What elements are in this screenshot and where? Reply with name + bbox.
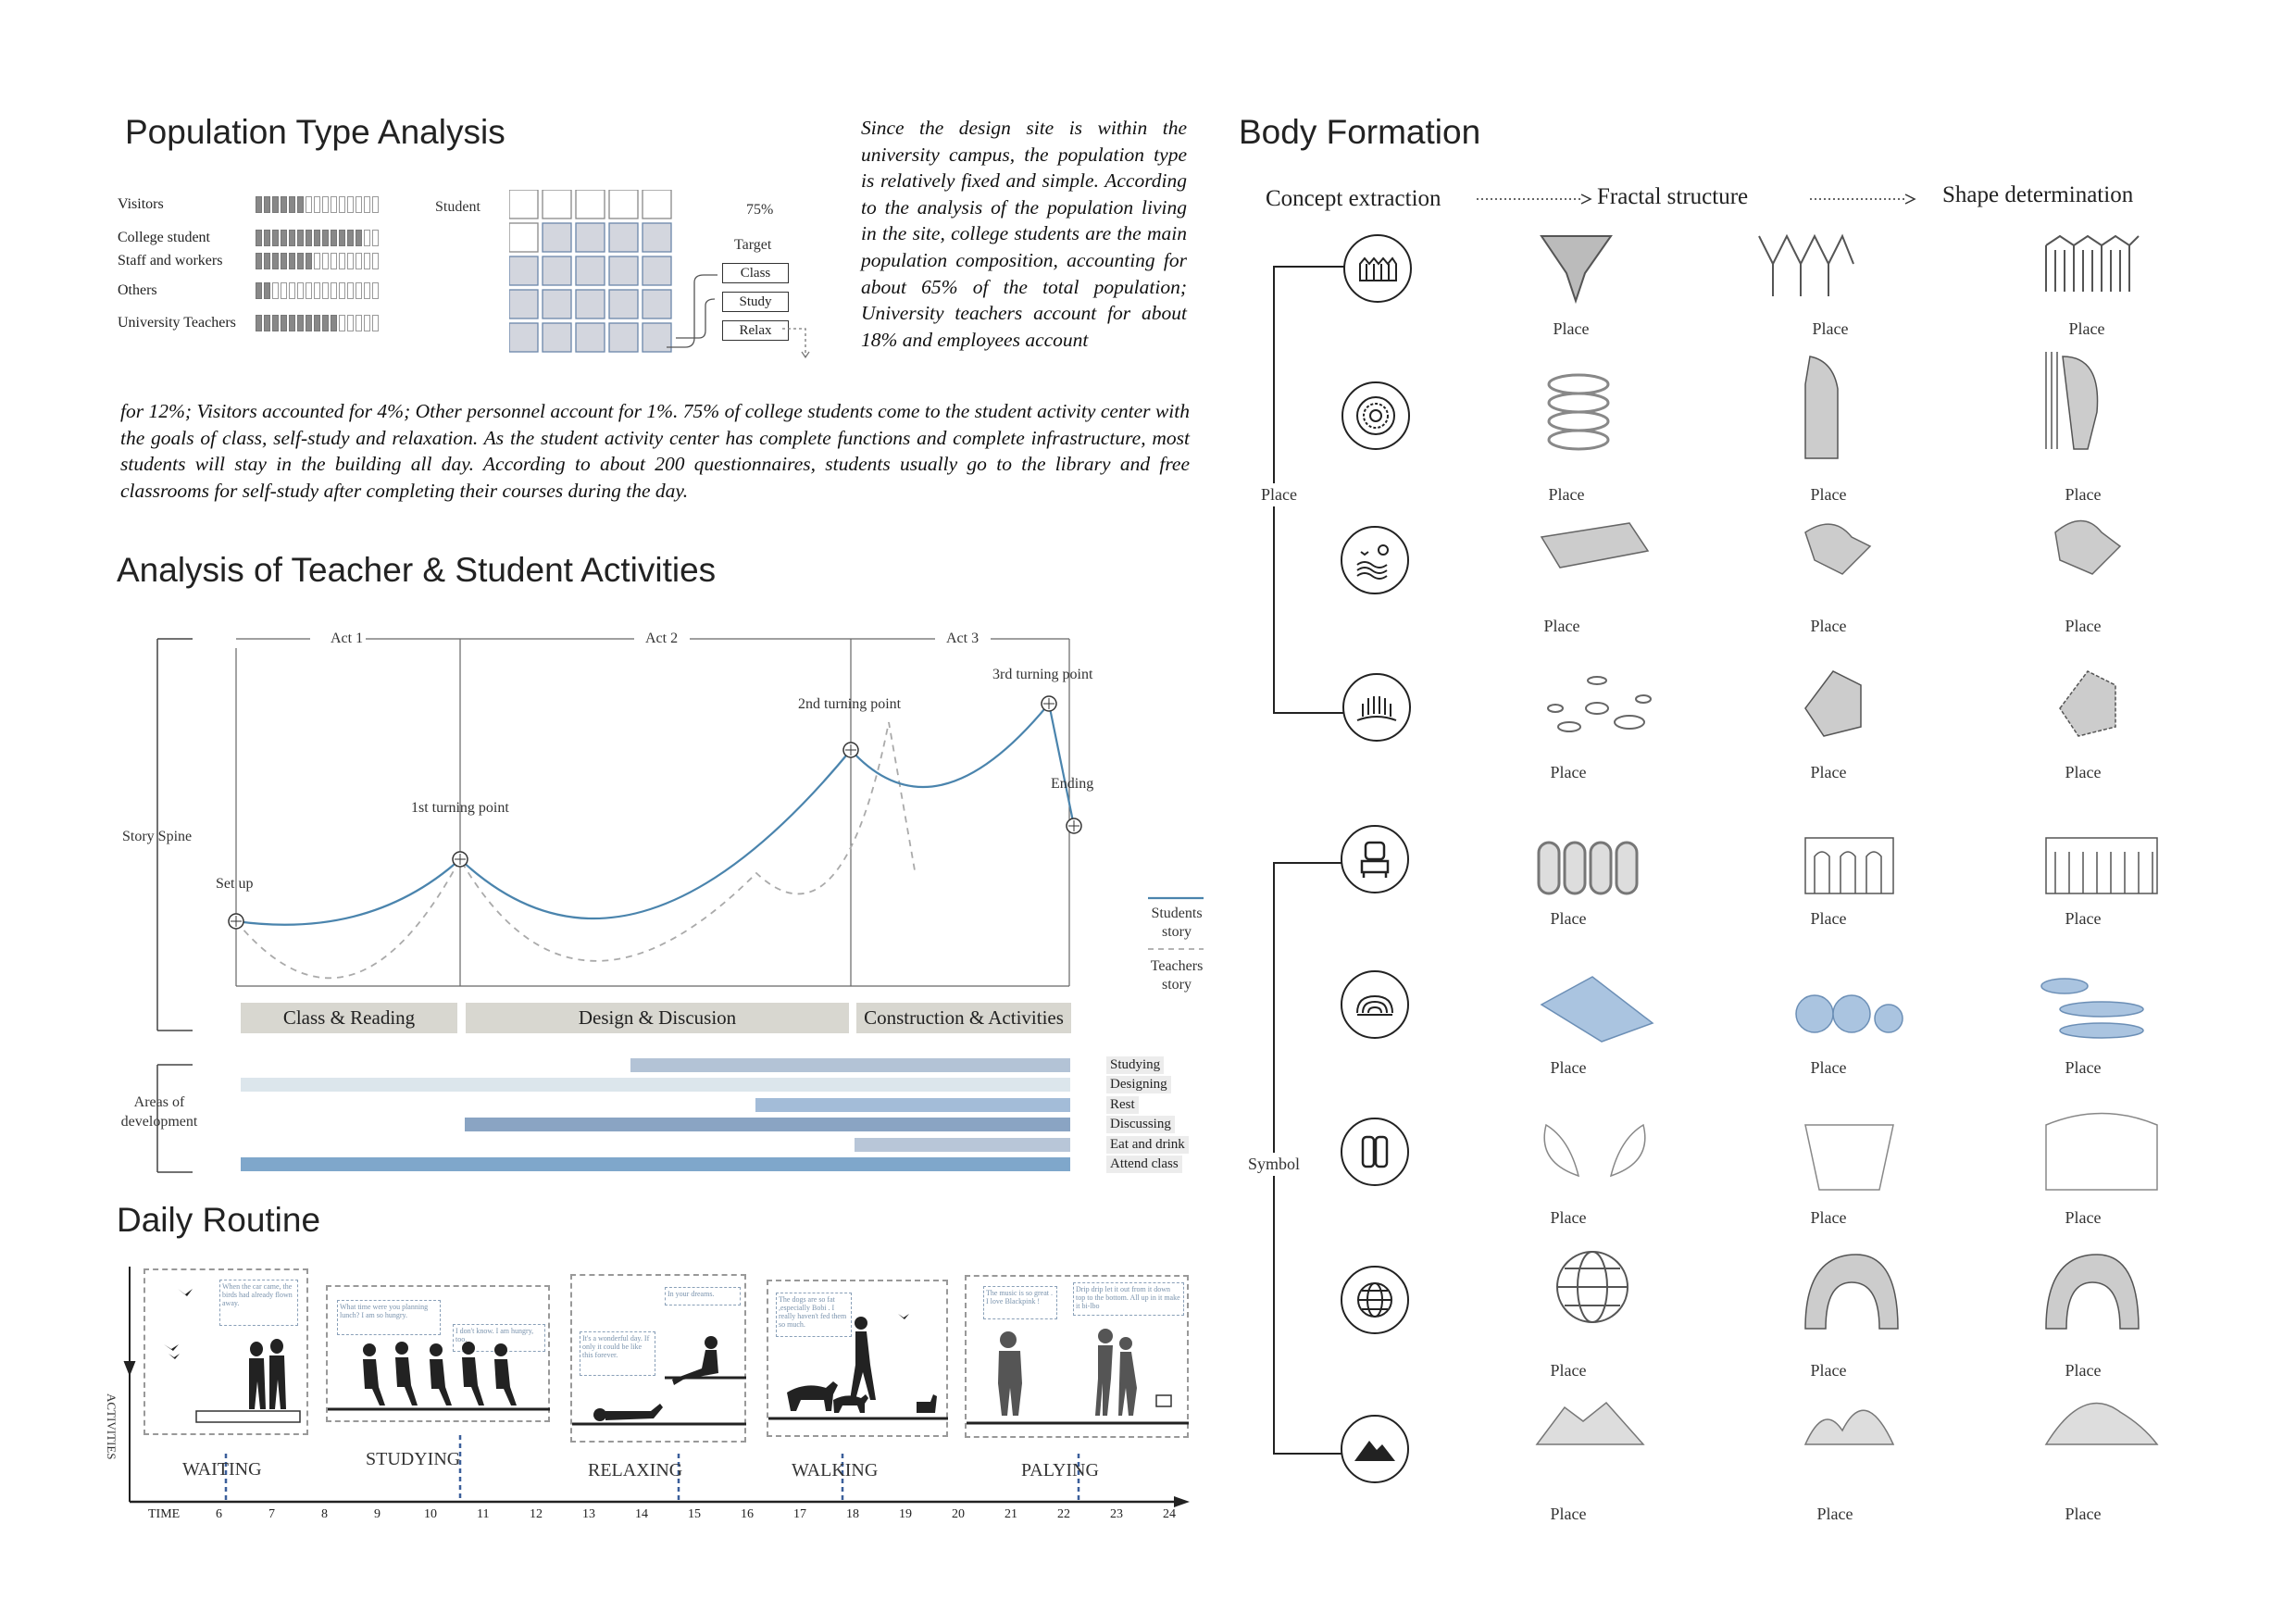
- waiting-silhouettes: [145, 1270, 307, 1435]
- student-grid-cell: [509, 190, 538, 219]
- body-item-label: Place: [1550, 1505, 1587, 1523]
- area-label: Attend class: [1106, 1156, 1182, 1173]
- student-grid-cell: [509, 323, 538, 352]
- body-formation-title: Body Formation: [1239, 113, 1481, 151]
- hour-tick-label: 18: [846, 1507, 859, 1521]
- hour-tick-label: 15: [688, 1507, 701, 1521]
- activities-title: Analysis of Teacher & Student Activities: [117, 551, 717, 589]
- body-item-label: Place: [2068, 319, 2105, 338]
- population-title: Population Type Analysis: [125, 113, 505, 151]
- scene-waiting: [144, 1268, 308, 1435]
- scene-relaxing: [570, 1274, 746, 1443]
- body-item-label: Place: [2065, 1058, 2102, 1077]
- area-label: Discussing: [1106, 1116, 1175, 1133]
- area-label: Designing: [1106, 1076, 1171, 1093]
- target-box-relax: Relax: [722, 320, 789, 341]
- population-row-label: Visitors: [118, 196, 164, 212]
- body-item-label: Place: [2065, 617, 2102, 635]
- student-grid-cell: [609, 223, 638, 252]
- body-item-label: Place: [1548, 485, 1585, 504]
- act-1-label: Act 1: [331, 631, 364, 646]
- body-item-label: Place: [2065, 485, 2102, 504]
- hour-tick-label: 8: [321, 1507, 328, 1521]
- concept-landscape-icon: [1341, 526, 1409, 594]
- body-item-label: Place: [1543, 617, 1580, 635]
- concept-mountain-icon: [1341, 1415, 1409, 1483]
- concept-chair-icon: [1341, 825, 1409, 893]
- concept-spiral-icon: [1341, 381, 1410, 450]
- student-grid-cell: [543, 190, 571, 219]
- concept-books-icon: [1341, 1118, 1409, 1186]
- body-item-label: Place: [1810, 763, 1847, 781]
- target-label: Target: [734, 237, 772, 253]
- student-grid-cell: [509, 223, 538, 252]
- bubble-playing-1: The music is so great . I love Blackpink !: [983, 1286, 1057, 1319]
- story-spine-label: Story Spine: [122, 829, 193, 844]
- population-row-bar: [256, 230, 379, 246]
- student-grid-cell: [543, 223, 571, 252]
- hour-tick-label: 13: [582, 1507, 595, 1521]
- studying-silhouettes: [328, 1287, 550, 1422]
- scene-playing-label: PALYING: [1021, 1460, 1099, 1480]
- phase-construction-activities: Construction & Activities: [856, 1003, 1071, 1033]
- hour-tick-label: 7: [268, 1507, 275, 1521]
- student-grid-cell: [509, 290, 538, 319]
- student-label: Student: [435, 199, 480, 215]
- population-row-bar: [256, 253, 379, 269]
- population-row-label: College student: [118, 230, 210, 245]
- student-grid-cell: [576, 290, 605, 319]
- target-connector-1: [667, 275, 718, 347]
- column-concept-extraction: Concept extraction: [1266, 186, 1441, 211]
- student-grid-cell: [643, 190, 671, 219]
- body-item-label: Place: [1810, 1058, 1847, 1077]
- legend-students-label: Students story: [1151, 906, 1203, 940]
- bubble-waiting-1: When the car came, the birds had already flown away.: [219, 1280, 298, 1326]
- area-label: Eat and drink: [1106, 1136, 1189, 1154]
- turning-point-3-label: 3rd turning point: [992, 667, 1093, 682]
- student-grid-cell: [609, 190, 638, 219]
- areas-bracket: [156, 1063, 197, 1174]
- body-item-label: Place: [1810, 617, 1847, 635]
- student-grid-cell: [576, 190, 605, 219]
- column-shape-determination: Shape determination: [1942, 182, 2134, 207]
- student-grid-cell: [643, 256, 671, 285]
- body-item-label: Place: [1550, 909, 1587, 928]
- relaxing-silhouettes: [572, 1276, 746, 1443]
- concept-cloud-icon: [1341, 970, 1409, 1039]
- hour-tick-label: 16: [741, 1507, 754, 1521]
- students-story-line: [236, 704, 1074, 925]
- hour-tick-label: 20: [952, 1507, 965, 1521]
- hour-tick-label: 21: [1004, 1507, 1017, 1521]
- setup-label: Set up: [216, 876, 254, 892]
- time-axis-label: TIME: [148, 1507, 181, 1521]
- turning-point-2-label: 2nd turning point: [798, 696, 902, 712]
- hour-tick-label: 6: [216, 1507, 222, 1521]
- bubble-playing-2: Drip drip let it out from it down top to the bottom. All up in it make it bi-lbo: [1073, 1282, 1184, 1316]
- group-label-symbol: Symbol: [1248, 1153, 1300, 1176]
- areas-of-development-label: Areas of development: [120, 1094, 198, 1130]
- hour-tick-label: 24: [1163, 1507, 1176, 1521]
- group-label-place: Place: [1261, 483, 1297, 506]
- scene-walking: [767, 1280, 948, 1437]
- population-row-label: University Teachers: [118, 315, 236, 331]
- body-item-label: Place: [1553, 319, 1590, 338]
- student-grid-cell: [543, 256, 571, 285]
- student-grid-cell: [643, 223, 671, 252]
- student-grid-cell: [543, 290, 571, 319]
- body-item-label: Place: [2065, 909, 2102, 928]
- scene-walking-label: WALKING: [792, 1460, 879, 1480]
- body-item-label: Place: [1810, 1361, 1847, 1380]
- body-item-label: Place: [1816, 1505, 1853, 1523]
- phase-class-reading: Class & Reading: [241, 1003, 457, 1033]
- student-grid-cell: [576, 223, 605, 252]
- population-row-label: Staff and workers: [118, 253, 223, 269]
- hour-tick-label: 19: [899, 1507, 912, 1521]
- acts-frame: [236, 639, 1069, 986]
- area-bar-designing: [241, 1078, 1070, 1092]
- body-item-label: Place: [1550, 1208, 1587, 1227]
- area-bar-studying: [630, 1058, 1070, 1072]
- phase-design-discussion: Design & Discusion: [466, 1003, 849, 1033]
- turning-point-1-label: 1st turning point: [411, 800, 509, 816]
- legend-teachers-label: Teachers story: [1150, 958, 1204, 993]
- student-grid-cell: [543, 323, 571, 352]
- body-item-label: Place: [1550, 1361, 1587, 1380]
- ending-label: Ending: [1051, 776, 1094, 792]
- bubble-relaxing-1: It's a wonderful day. If only it could be like this forever.: [580, 1331, 655, 1376]
- bubble-walking-1: The dogs are so fat ,especially Bobi . I really haven't fed them so much.: [776, 1293, 852, 1337]
- population-row-label: Others: [118, 282, 157, 298]
- teachers-story-line: [236, 722, 915, 978]
- hour-tick-label: 17: [793, 1507, 806, 1521]
- body-item-label: Place: [1810, 1208, 1847, 1227]
- target-connector-2: [676, 299, 715, 338]
- act-2-label: Act 2: [645, 631, 679, 646]
- body-item-label: Place: [2065, 1505, 2102, 1523]
- routine-title: Daily Routine: [117, 1201, 321, 1239]
- concept-fence-icon: [1343, 234, 1412, 303]
- scene-playing: [965, 1275, 1189, 1438]
- body-item-label: Place: [1550, 1058, 1587, 1077]
- hour-tick-label: 9: [374, 1507, 381, 1521]
- target-arrow: [778, 324, 815, 361]
- student-grid-cell: [609, 290, 638, 319]
- body-item-label: Place: [1812, 319, 1849, 338]
- playing-silhouettes: [967, 1277, 1189, 1438]
- body-item-label: Place: [2065, 1208, 2102, 1227]
- hour-tick-label: 22: [1057, 1507, 1070, 1521]
- hour-tick-label: 23: [1110, 1507, 1123, 1521]
- student-grid-cell: [609, 323, 638, 352]
- hour-tick-label: 12: [530, 1507, 543, 1521]
- body-item-label: Place: [2065, 763, 2102, 781]
- area-bar-attend-class: [241, 1157, 1070, 1171]
- student-grid-cell: [576, 256, 605, 285]
- population-paragraph-right: Since the design site is within the university campus, the population type is relatively fixed and simple. According to the analysis of the population living in the site, college students are the main population composition, accounting for about 65% of the total population; University teachers account for about 18% and employees account: [861, 117, 1187, 351]
- percent-label: 75%: [746, 202, 774, 218]
- concept-globe-icon: [1341, 1266, 1409, 1334]
- body-thumbnails: [1528, 227, 2194, 1514]
- group-brackets: [1259, 259, 1352, 1481]
- scene-studying: [326, 1285, 550, 1422]
- student-grid-cell: [643, 290, 671, 319]
- population-row-bar: [256, 315, 379, 331]
- hour-tick-label: 11: [477, 1507, 490, 1521]
- thumb-row1-fractal: [1541, 236, 2139, 301]
- area-bar-eat-and-drink: [855, 1138, 1070, 1152]
- act-3-label: Act 3: [946, 631, 980, 646]
- bubble-studying-1: What time were you planning lunch? I am so hungry.: [337, 1300, 441, 1335]
- activities-axis-label: ACTIVITIES: [105, 1393, 119, 1460]
- population-row-bar: [256, 196, 379, 213]
- scene-relaxing-label: RELAXING: [588, 1460, 683, 1480]
- area-label: Rest: [1106, 1096, 1139, 1114]
- population-paragraph-bottom: for 12%; Visitors accounted for 4%; Other personnel account for 1%. 75% of college students come to the student activity center with the goals of class, self-study and relaxation. As the student activity center has complete functions and complete infrastructure, most students will stay in the building all day. According to about 200 questionnaires, students usually go to the library and free classrooms for self-study after completing their courses during the day.: [120, 400, 1190, 502]
- walking-silhouettes: [768, 1281, 948, 1437]
- area-label: Studying: [1106, 1056, 1164, 1074]
- body-item-label: Place: [1550, 763, 1587, 781]
- target-box-study: Study: [722, 292, 789, 312]
- student-grid-cell: [609, 256, 638, 285]
- body-item-label: Place: [1810, 485, 1847, 504]
- hour-tick-label: 14: [635, 1507, 648, 1521]
- body-item-label: Place: [2065, 1361, 2102, 1380]
- column-arrows: [1472, 188, 1935, 210]
- column-fractal-structure: Fractal structure: [1597, 184, 1749, 209]
- bubble-studying-2: I don't know. I am hungry, too.: [453, 1324, 545, 1352]
- area-bar-rest: [755, 1098, 1070, 1112]
- scene-waiting-label: WAITING: [182, 1459, 262, 1480]
- target-box-class: Class: [722, 263, 789, 283]
- body-item-label: Place: [1810, 909, 1847, 928]
- hour-tick-label: 10: [424, 1507, 437, 1521]
- area-bar-discussing: [465, 1118, 1070, 1131]
- student-grid-cell: [576, 323, 605, 352]
- concept-crowd-icon: [1342, 673, 1411, 742]
- bubble-relaxing-2: In your dreams.: [665, 1287, 741, 1305]
- population-row-bar: [256, 282, 379, 299]
- student-grid-cell: [509, 256, 538, 285]
- scene-studying-label: STUDYING: [366, 1449, 461, 1469]
